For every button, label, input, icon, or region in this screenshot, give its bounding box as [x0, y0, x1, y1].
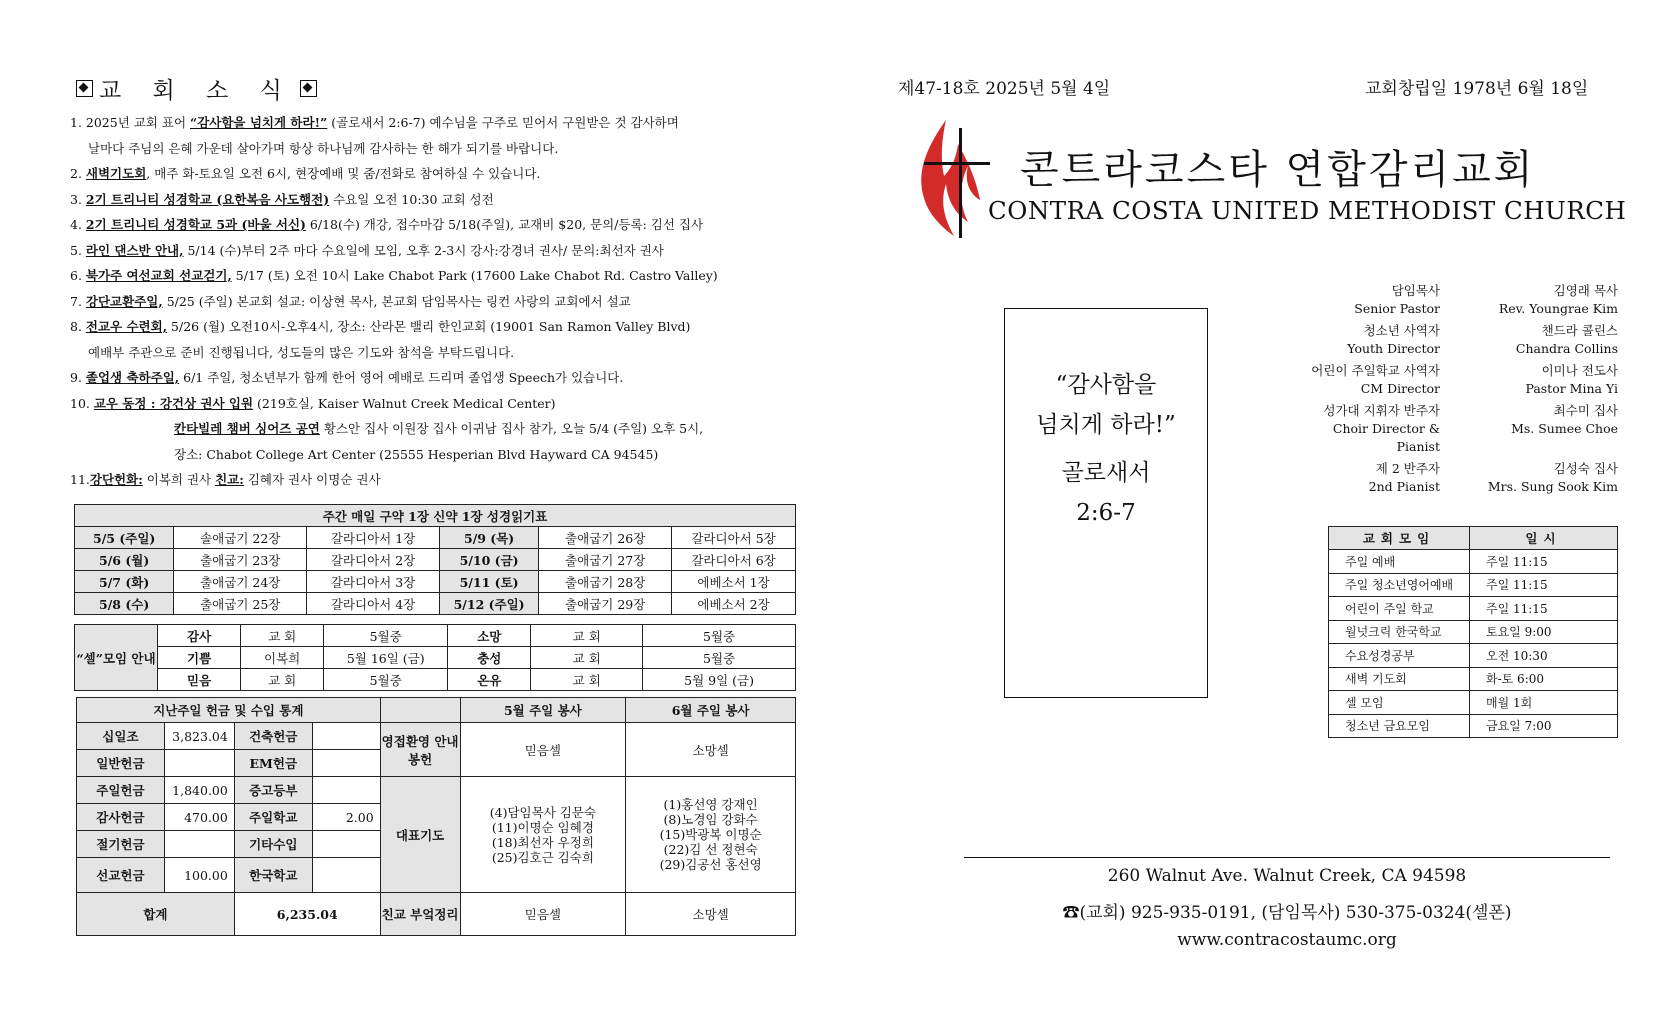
staff-row	[1290, 420, 1618, 456]
table-row	[75, 549, 796, 571]
staff-name: Mrs. Sung Sook Kim	[1487, 479, 1618, 494]
news-text: (골로새서 2:6-7) 예수님을 구주로 믿어서 구원받은 것 감사하며	[327, 115, 679, 130]
cell-group-cell: 5월중	[324, 625, 448, 647]
table-row	[75, 669, 796, 691]
offering-cell: 감사헌금	[77, 804, 165, 831]
staff-row	[1290, 362, 1618, 380]
prayer-may-item: (11)이명순 임혜경	[491, 819, 594, 835]
prayer-june-list	[626, 777, 796, 893]
staff-role: CM Director	[1360, 381, 1440, 396]
staff-role: Youth Director	[1347, 341, 1440, 356]
news-number: 10.	[70, 395, 94, 411]
staff-name: Chandra Collins	[1515, 341, 1618, 356]
offering-cell	[312, 777, 380, 804]
reading-cell: 갈라디아서 1장	[307, 527, 440, 549]
news-number: 1. 2025년 교회 표어	[70, 115, 191, 130]
diamond-box-icon	[76, 80, 93, 97]
reading-cell: 5/6 (월)	[75, 549, 174, 571]
news-heading: 친교:	[215, 472, 244, 487]
offering-cell: 1,840.00	[164, 777, 234, 804]
meeting-time: 토요일 9:00	[1470, 620, 1618, 644]
reading-cell: 갈라디아서 4장	[307, 593, 440, 615]
prayer-june-item: (1)홍선영 강재인	[663, 797, 758, 812]
news-heading: 강단헌화:	[89, 472, 143, 487]
offering-cell: EM헌금	[234, 750, 312, 777]
meeting-name: 셀 모임	[1329, 691, 1470, 715]
staff-role: 2nd Pianist	[1368, 479, 1440, 494]
offering-cell	[312, 858, 380, 893]
reading-cell: 갈라디아서 2장	[307, 549, 440, 571]
reading-cell: 에베소서 1장	[672, 571, 796, 593]
news-text: 이복희 권사	[142, 472, 216, 487]
total-label: 합계	[77, 893, 235, 936]
usher-june: 소망셀	[626, 723, 796, 777]
news-heading: 2기 트리니티 성경학교 5과 (바울 서신)	[85, 217, 306, 232]
news-item	[70, 212, 800, 238]
fellowship-may: 믿음셀	[460, 893, 626, 936]
reading-cell: 갈라디아서 6장	[672, 549, 796, 571]
offering-title: 지난주일 헌금 및 수입 통계	[77, 698, 381, 723]
staff-list	[1290, 282, 1618, 496]
news-number: 7.	[70, 293, 86, 309]
offering-cell: 주일헌금	[77, 777, 165, 804]
usher-label: 영접환영 안내봉헌	[380, 723, 460, 777]
motto-line-1: “감사함을	[1055, 372, 1157, 398]
table-row	[75, 593, 796, 615]
news-text: 5/14 (수)부터 2주 마다 수요일에 모임, 오후 2-3시 강사:강경녀 권사/ 문의:최선자 권사	[183, 242, 664, 258]
table-row	[77, 698, 796, 723]
usher-may: 믿음셀	[460, 723, 626, 777]
news-item	[70, 263, 800, 289]
prayer-may-list	[460, 777, 626, 893]
offering-cell: 증고등부	[234, 777, 312, 804]
news-text: 수요일 오전 10:30 교회 성전	[329, 191, 494, 207]
news-number: 6.	[70, 268, 86, 283]
news-text: 김혜자 권사 이명순 권사	[243, 472, 381, 487]
news-heading: 2기 트리니티 성경학교 (요한복음 사도행전)	[85, 191, 330, 207]
offering-table	[76, 697, 796, 936]
meeting-time: 주일 11:15	[1470, 597, 1618, 621]
cell-group-cell: 교 회	[241, 669, 324, 691]
table-row	[1329, 550, 1618, 574]
staff-role: 성가대 지휘자 반주자	[1323, 403, 1440, 418]
table-row	[75, 527, 796, 549]
staff-name: 챈드라 콜린스	[1541, 323, 1618, 338]
cell-group-cell: 소망	[448, 625, 531, 647]
founding-date: 교회창립일 1978년 6월 18일	[1365, 79, 1589, 99]
offering-cell	[164, 750, 234, 777]
prayer-june-item: (29)김공선 홍선영	[659, 857, 762, 872]
news-heading: 강단교환주일,	[85, 293, 163, 309]
offering-cell	[312, 750, 380, 777]
meeting-name: 새벽 기도회	[1329, 667, 1470, 691]
reading-cell: 솔애굽기 22장	[174, 527, 307, 549]
news-heading: 칸타빌레 챔버 싱어즈 공연	[174, 421, 320, 436]
news-heading: “감사함을 넘치게 하라!”	[190, 115, 328, 130]
staff-name: 김영래 목사	[1553, 283, 1618, 298]
church-name-english: CONTRA COSTA UNITED METHODIST CHURCH	[988, 196, 1627, 225]
prayer-may-item: (18)최선자 우정희	[491, 834, 594, 850]
total-value: 6,235.04	[234, 893, 380, 936]
meeting-time: 매월 1회	[1470, 691, 1618, 715]
table-row	[77, 893, 796, 936]
staff-name: 김성숙 집사	[1553, 461, 1618, 476]
offering-cell	[312, 723, 380, 750]
offering-cell: 절기헌금	[77, 831, 165, 858]
staff-row	[1290, 340, 1618, 358]
news-title: 교 회 소 식	[99, 78, 294, 104]
cell-group-cell: 온유	[448, 669, 531, 691]
church-website[interactable]: www.contracostaumc.org	[1177, 930, 1397, 950]
cell-group-cell: 5월중	[643, 625, 796, 647]
offering-cell	[312, 831, 380, 858]
table-row	[1329, 644, 1618, 668]
news-item	[70, 365, 800, 391]
meeting-time: 오전 10:30	[1470, 644, 1618, 668]
news-title-row	[70, 72, 323, 105]
news-heading: 교우 동정 : 강건상 권사 입원	[93, 395, 254, 411]
news-item	[70, 289, 800, 315]
table-row	[1329, 620, 1618, 644]
meeting-name: 수요성경공부	[1329, 644, 1470, 668]
reading-cell: 출애굽기 24장	[174, 571, 307, 593]
reading-cell: 5/5 (주일)	[75, 527, 174, 549]
cell-group-cell: 교 회	[531, 669, 643, 691]
cell-group-cell: 5월 9일 (금)	[643, 669, 796, 691]
diamond-box-icon	[300, 80, 317, 97]
church-name-korean: 콘트라코스타 연합감리교회	[1020, 147, 1536, 193]
bible-reading-table	[74, 504, 796, 615]
news-number: 2.	[70, 166, 86, 181]
reading-cell: 출애굽기 27장	[539, 549, 672, 571]
reading-cell: 출애굽기 28장	[539, 571, 672, 593]
news-item	[70, 442, 800, 468]
news-number: 8.	[70, 319, 86, 334]
offering-cell	[164, 831, 234, 858]
table-row	[77, 723, 796, 750]
reading-cell: 5/11 (토)	[439, 571, 538, 593]
prayer-may-item: (4)담임목사 김문숙	[489, 804, 596, 820]
staff-row	[1290, 380, 1618, 398]
may-service-title: 5월 주일 봉사	[460, 698, 626, 723]
news-text: 5/17 (토) 오전 10시 Lake Chabot Park (17600 Lake Chabot Rd. Castro Valley)	[231, 268, 718, 283]
news-text: 6/1 주일, 청소년부가 함께 한어 영어 예배로 드리며 졸업생 Speech가 있습니다.	[179, 370, 624, 385]
church-phone: ☎(교회) 925-935-0191, (담임목사) 530-375-0324(셀폰)	[1062, 903, 1512, 923]
offering-cell: 470.00	[164, 804, 234, 831]
news-item	[70, 340, 800, 366]
meetings-header-name: 교회모임	[1329, 527, 1470, 550]
reading-title: 주간 매일 구약 1장 신약 1장 성경읽기표	[75, 505, 796, 527]
cell-group-cell: 감사	[158, 625, 241, 647]
motto-ref-2: 2:6-7	[1076, 500, 1136, 526]
table-row	[75, 625, 796, 647]
news-text: 날마다 주님의 은혜 가운데 살아가며 항상 하나님께 감사하는 한 해가 되기를 바랍니다.	[88, 140, 559, 156]
news-item	[70, 187, 800, 213]
staff-row	[1290, 300, 1618, 318]
reading-cell: 출애굽기 25장	[174, 593, 307, 615]
meeting-name: 어린이 주일 학교	[1329, 597, 1470, 621]
staff-role: Senior Pastor	[1354, 301, 1440, 316]
prayer-may-item: (25)김호근 김숙희	[491, 849, 594, 865]
offering-cell: 선교헌금	[77, 858, 165, 893]
cell-group-label: “셀”모임 안내	[75, 625, 158, 691]
cell-group-cell: 이복희	[241, 647, 324, 669]
cell-group-table	[74, 624, 796, 691]
cell-group-cell: 교 회	[531, 647, 643, 669]
table-row	[75, 647, 796, 669]
meetings-header-time: 일시	[1470, 527, 1618, 550]
news-heading: 전교우 수련회,	[85, 319, 168, 334]
table-row	[75, 571, 796, 593]
reading-cell: 갈라디아서 5장	[672, 527, 796, 549]
news-text: , 매주 화-토요일 오전 6시, 현장예배 및 줌/전화로 참여하실 수 있습니다.	[146, 166, 541, 181]
news-number: 9.	[70, 370, 86, 385]
cell-group-cell: 기쁨	[158, 647, 241, 669]
staff-role: 청소년 사역자	[1363, 323, 1440, 338]
news-text: 예배부 주관으로 준비 진행됩니다, 성도들의 많은 기도와 참석을 부탁드립니다.	[88, 344, 515, 360]
table-row	[1329, 597, 1618, 621]
offering-cell: 건축헌금	[234, 723, 312, 750]
cross-and-flame-logo-icon	[906, 118, 992, 240]
offering-cell: 2.00	[312, 804, 380, 831]
motto-line-2: 넘치게 하라!”	[1036, 412, 1176, 438]
offering-cell: 기타수입	[234, 831, 312, 858]
staff-name: Rev. Youngrae Kim	[1498, 301, 1618, 316]
meeting-time: 금요일 7:00	[1470, 714, 1618, 738]
fellowship-label: 친교 부엌정리	[380, 893, 460, 936]
news-item	[70, 161, 800, 187]
motto-box	[1004, 308, 1208, 698]
news-text: 5/26 (월) 오전10시-오후4시, 장소: 산라몬 밸리 한인교회 (19001 San Ramon Valley Blvd)	[167, 319, 691, 334]
news-item	[70, 110, 800, 136]
news-number: 5.	[70, 242, 86, 258]
divider	[964, 857, 1610, 858]
news-text: 6/18(수) 개강, 접수마감 5/18(주일), 교재비 $20, 문의/등록: 김선 집사	[305, 217, 704, 232]
meeting-time: 주일 11:15	[1470, 550, 1618, 574]
church-address: 260 Walnut Ave. Walnut Creek, CA 94598	[1107, 866, 1467, 886]
cell-group-cell: 교 회	[241, 625, 324, 647]
reading-cell: 5/10 (금)	[439, 549, 538, 571]
meeting-name: 주일 예배	[1329, 550, 1470, 574]
news-number: 4.	[70, 217, 86, 232]
news-item	[70, 314, 800, 340]
meeting-name: 청소년 금요모임	[1329, 714, 1470, 738]
news-item	[70, 416, 800, 442]
news-number: 3.	[70, 191, 86, 207]
reading-cell: 에베소서 2장	[672, 593, 796, 615]
cell-group-cell: 믿음	[158, 669, 241, 691]
news-heading: 새벽기도회	[85, 166, 147, 181]
table-row	[77, 777, 796, 804]
staff-role: Choir Director & Pianist	[1332, 421, 1440, 454]
table-row	[1329, 691, 1618, 715]
offering-cell: 한국학교	[234, 858, 312, 893]
offering-cell: 일반헌금	[77, 750, 165, 777]
news-item	[70, 467, 800, 493]
meetings-table	[1328, 526, 1618, 738]
prayer-june-item: (15)박광복 이명순	[659, 827, 762, 842]
meeting-time: 주일 11:15	[1470, 573, 1618, 597]
reading-cell: 5/8 (수)	[75, 593, 174, 615]
cell-group-cell: 5월중	[643, 647, 796, 669]
reading-cell: 5/12 (주일)	[439, 593, 538, 615]
june-service-title: 6월 주일 봉사	[626, 698, 796, 723]
staff-row	[1290, 402, 1618, 420]
prayer-june-item: (22)김 선 정현숙	[663, 842, 758, 857]
staff-role: 담임목사	[1391, 283, 1440, 298]
reading-cell: 5/7 (화)	[75, 571, 174, 593]
news-list	[70, 110, 800, 493]
prayer-label: 대표기도	[380, 777, 460, 893]
news-heading: 라인 댄스반 안내,	[85, 242, 184, 258]
staff-name: Pastor Mina Yi	[1525, 381, 1618, 396]
reading-cell: 출애굽기 26장	[539, 527, 672, 549]
news-text: 장소: Chabot College Art Center (25555 Hesperian Blvd Hayward CA 94545)	[174, 446, 659, 462]
offering-cell: 주일학교	[234, 804, 312, 831]
staff-name: 최수미 집사	[1553, 403, 1618, 418]
offering-cell: 십일조	[77, 723, 165, 750]
reading-cell: 출애굽기 23장	[174, 549, 307, 571]
news-text: 5/25 (주일) 본교회 설교: 이상현 목사, 본교회 담임목사는 링컨 사랑의 교회에서 설교	[162, 293, 631, 309]
staff-row	[1290, 478, 1618, 496]
meeting-time: 화-토 6:00	[1470, 667, 1618, 691]
fellowship-june: 소망셀	[626, 893, 796, 936]
news-number: 11.	[70, 472, 90, 487]
cell-group-cell: 5월중	[324, 669, 448, 691]
news-heading: 북가주 여선교회 선교걷기,	[85, 268, 232, 283]
news-text: (219호실, Kaiser Walnut Creek Medical Center)	[253, 395, 556, 411]
news-item	[70, 391, 800, 417]
blank-cell	[380, 698, 460, 723]
cell-group-cell: 충성	[448, 647, 531, 669]
cell-group-cell: 교 회	[531, 625, 643, 647]
news-text: 황스안 집사 이원장 집사 이귀남 집사 참가, 오늘 5/4 (주일) 오후 5시,	[319, 421, 704, 436]
reading-cell: 출애굽기 29장	[539, 593, 672, 615]
news-item	[70, 238, 800, 264]
staff-role: 제 2 반주자	[1375, 461, 1440, 476]
news-item	[70, 136, 800, 162]
cell-group-cell: 5월 16일 (금)	[324, 647, 448, 669]
reading-cell: 5/9 (목)	[439, 527, 538, 549]
staff-row	[1290, 322, 1618, 340]
table-row	[1329, 667, 1618, 691]
meeting-name: 월넛크릭 한국학교	[1329, 620, 1470, 644]
staff-row	[1290, 460, 1618, 478]
staff-row	[1290, 282, 1618, 300]
staff-role: 어린이 주일학교 사역자	[1311, 363, 1440, 378]
motto-ref-1: 골로새서	[1061, 460, 1151, 486]
staff-name: Ms. Sumee Choe	[1511, 421, 1618, 436]
offering-cell: 100.00	[164, 858, 234, 893]
prayer-june-item: (8)노경임 강화수	[663, 812, 758, 827]
news-heading: 졸업생 축하주일,	[85, 370, 180, 385]
issue-date: 제47-18호 2025년 5월 4일	[898, 79, 1111, 99]
staff-name: 이미나 전도사	[1541, 363, 1618, 378]
meeting-name: 주일 청소년영어예배	[1329, 573, 1470, 597]
offering-cell: 3,823.04	[164, 723, 234, 750]
reading-cell: 갈라디아서 3장	[307, 571, 440, 593]
table-row	[1329, 714, 1618, 738]
table-row	[1329, 573, 1618, 597]
